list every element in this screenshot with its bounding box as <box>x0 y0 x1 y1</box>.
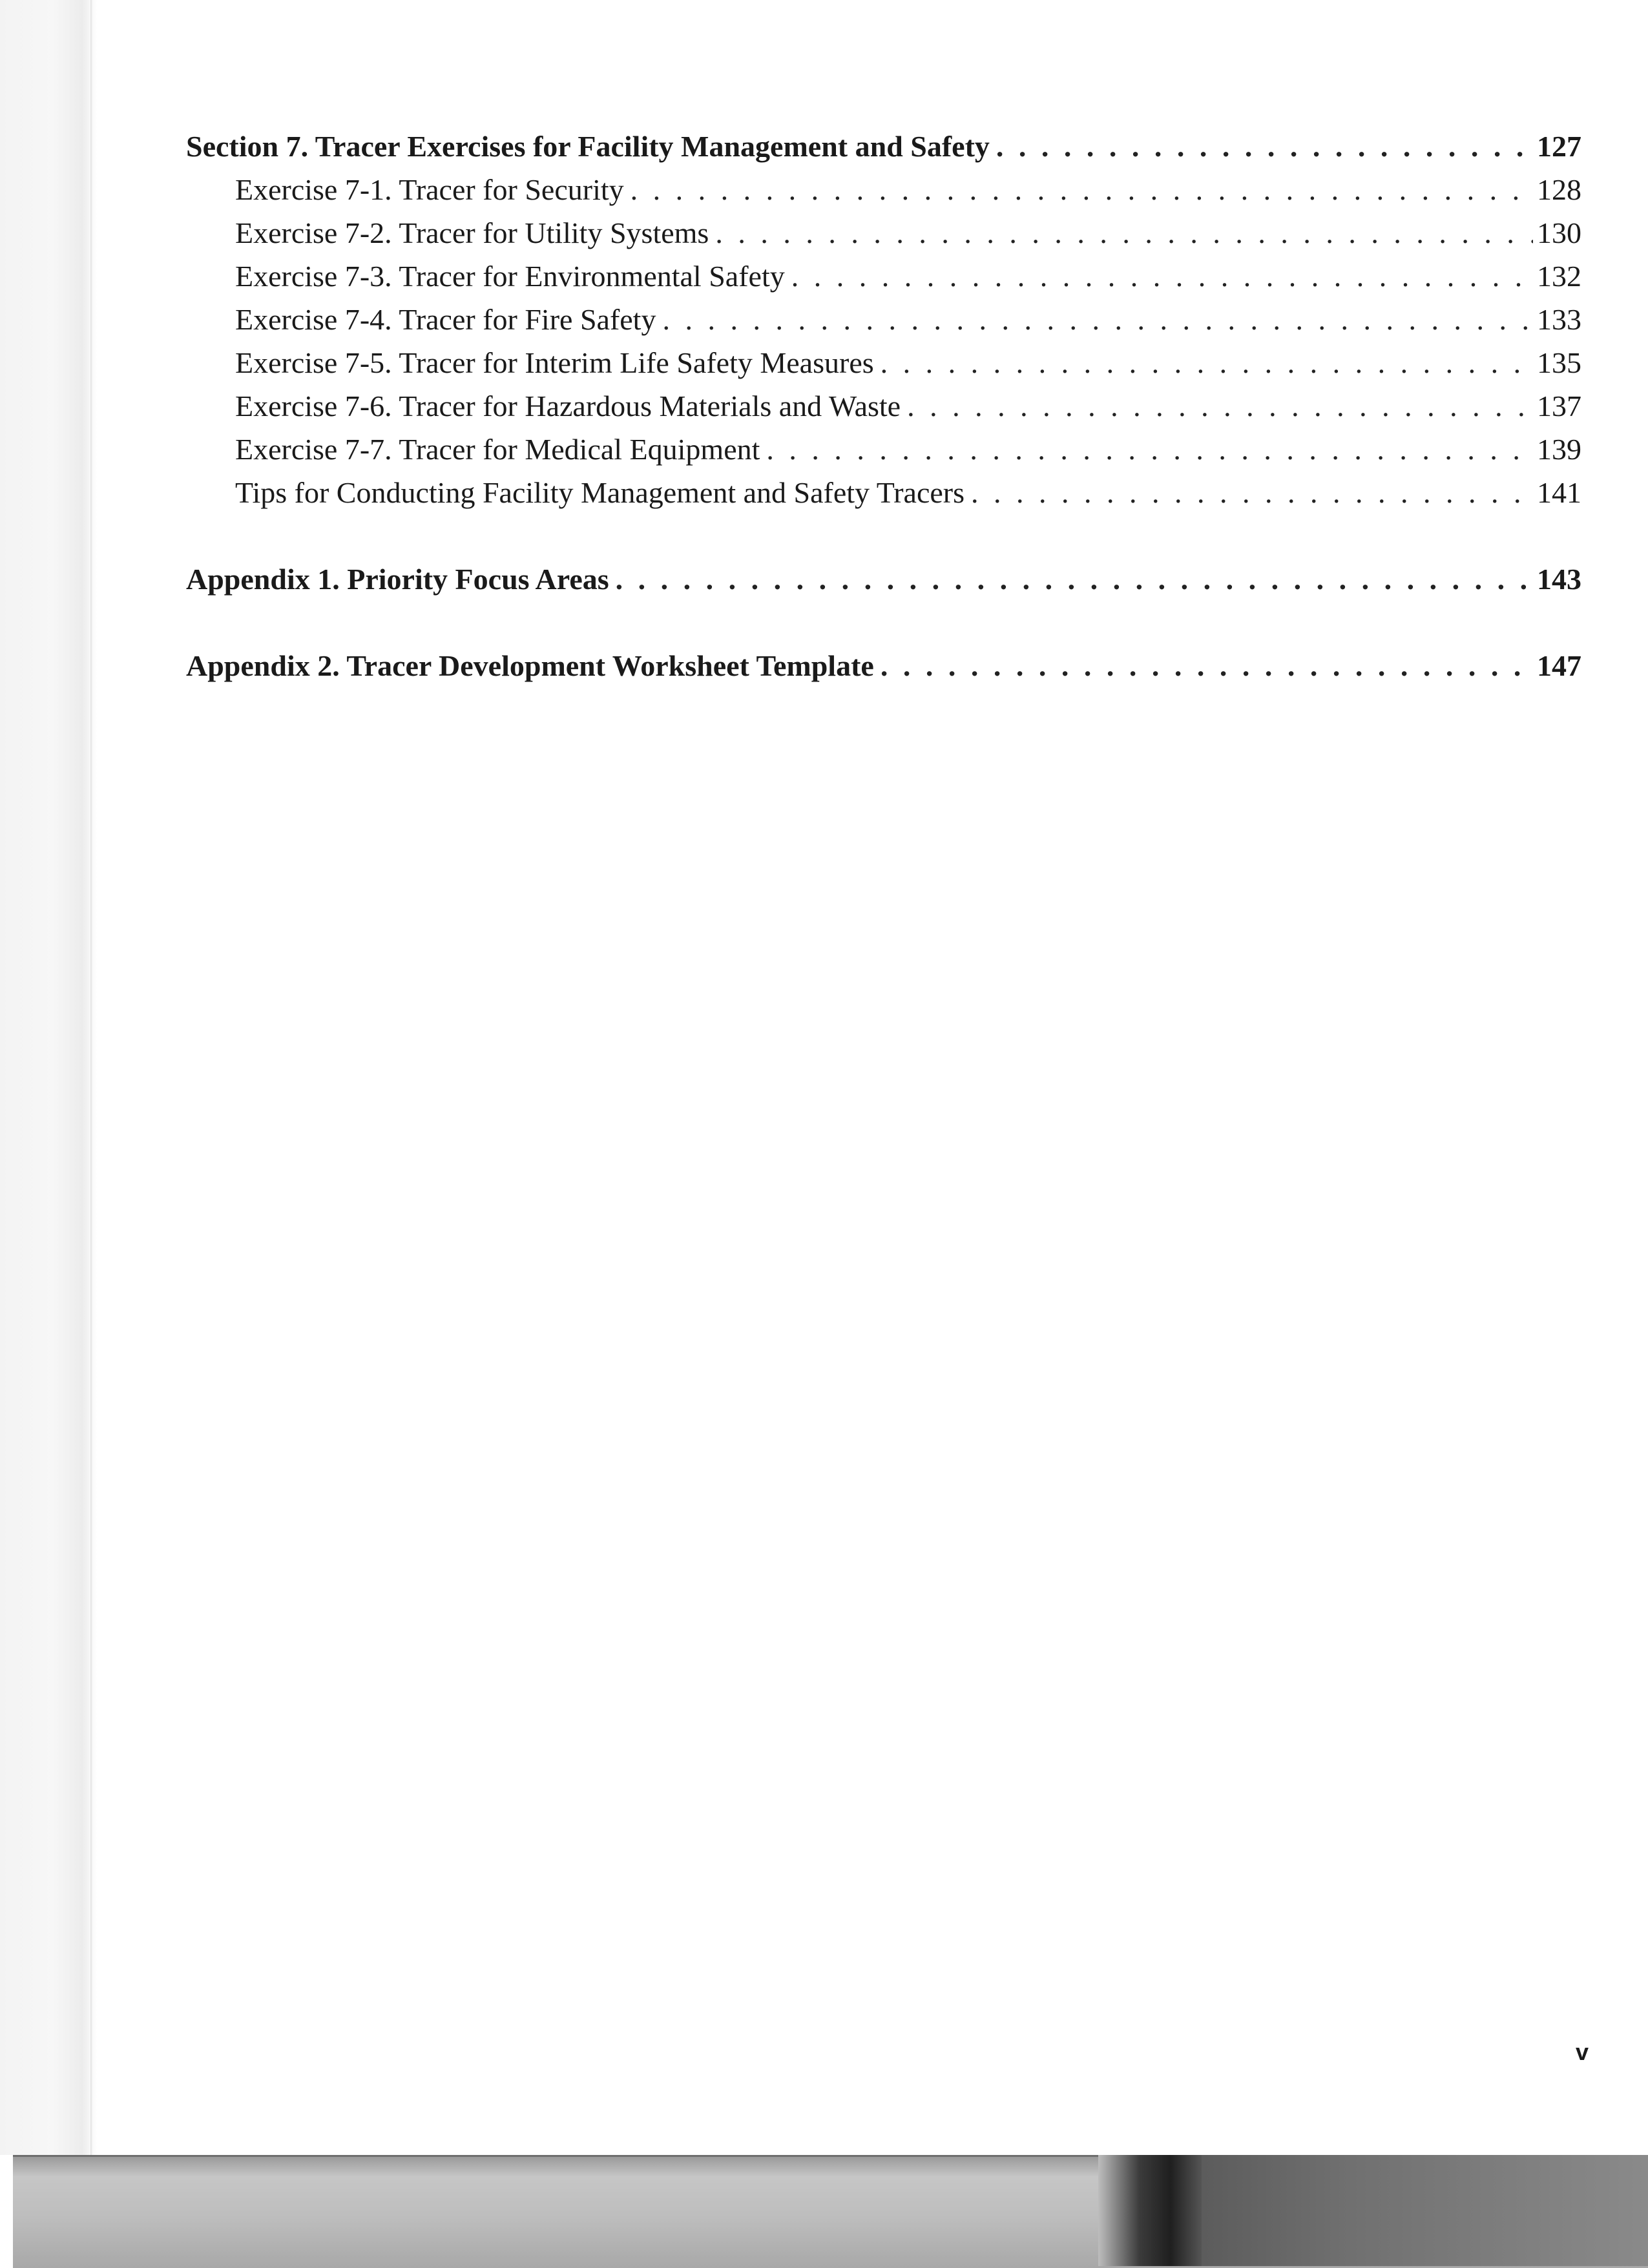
dot-leader <box>881 649 1533 683</box>
toc-exercise-7-7[interactable] <box>235 432 1581 475</box>
dot-leader <box>662 302 1533 337</box>
toc-section-7[interactable] <box>186 129 1581 172</box>
dot-leader <box>616 562 1533 596</box>
dot-leader <box>907 389 1533 423</box>
toc-appendix-1[interactable] <box>186 562 1581 605</box>
toc-entry-label: Appendix 1. Priority Focus Areas <box>186 563 609 596</box>
dot-leader <box>766 432 1533 466</box>
toc-exercise-7-2[interactable] <box>235 216 1581 259</box>
toc-page-number: 135 <box>1537 346 1581 379</box>
toc-exercise-7-5[interactable] <box>235 346 1581 389</box>
dot-leader <box>881 346 1533 380</box>
toc-entry-label: Exercise 7-2. Tracer for Utility Systems <box>235 216 709 249</box>
scan-bottom-band-dark <box>1189 2155 1648 2266</box>
toc-page-number: 143 <box>1537 563 1581 596</box>
toc-page-number: 128 <box>1537 173 1581 206</box>
scan-edge-line <box>89 0 93 2158</box>
toc-entry-label: Exercise 7-3. Tracer for Environmental Safety <box>235 260 785 293</box>
toc-page-number: 132 <box>1537 260 1581 293</box>
dot-leader <box>631 172 1533 207</box>
toc-page-number: 137 <box>1537 390 1581 422</box>
toc-page-number: 139 <box>1537 433 1581 466</box>
toc-exercise-7-6[interactable] <box>235 389 1581 432</box>
toc-entry-label: Exercise 7-5. Tracer for Interim Life Safety Measures <box>235 346 874 379</box>
toc-entry-label: Section 7. Tracer Exercises for Facility Management and Safety <box>186 130 990 163</box>
toc-page-number: 141 <box>1537 476 1581 509</box>
scan-bottom-band-fold <box>1098 2155 1202 2266</box>
toc-exercise-7-4[interactable] <box>235 302 1581 346</box>
toc-page-number: 127 <box>1537 130 1581 163</box>
toc-page-number: 147 <box>1537 649 1581 682</box>
toc-tips-facility-management[interactable] <box>235 475 1581 519</box>
dot-leader <box>715 216 1533 250</box>
scan-edge-shade <box>0 0 97 2158</box>
toc-exercise-7-1[interactable] <box>235 172 1581 216</box>
dot-leader <box>996 129 1533 163</box>
toc-appendix-2[interactable] <box>186 649 1581 692</box>
toc-entry-label: Exercise 7-4. Tracer for Fire Safety <box>235 303 656 336</box>
dot-leader <box>971 475 1533 510</box>
toc-entry-label: Tips for Conducting Facility Management and Safety Tracers <box>235 476 965 509</box>
toc-entry-label: Exercise 7-1. Tracer for Security <box>235 173 624 206</box>
toc-page-number: 133 <box>1537 303 1581 336</box>
scan-bottom-band-margin <box>0 2155 13 2266</box>
toc-exercise-7-3[interactable] <box>235 259 1581 302</box>
dot-leader <box>791 259 1533 293</box>
toc-entry-label: Appendix 2. Tracer Development Worksheet Template <box>186 649 874 682</box>
toc-entry-label: Exercise 7-7. Tracer for Medical Equipment <box>235 433 760 466</box>
page-folio: v <box>1575 2039 1589 2065</box>
toc-page-number: 130 <box>1537 216 1581 249</box>
toc-entry-label: Exercise 7-6. Tracer for Hazardous Materials and Waste <box>235 390 901 422</box>
